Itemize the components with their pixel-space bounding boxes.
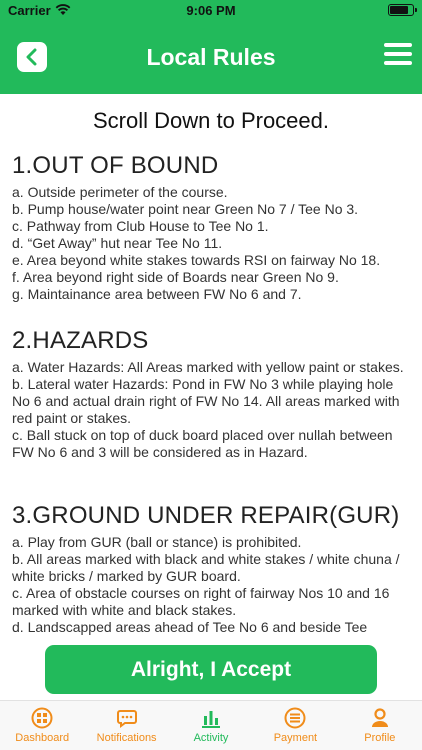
- activity-icon: [200, 707, 222, 729]
- tab-profile[interactable]: [338, 701, 422, 750]
- hamburger-icon-bar: [384, 61, 412, 65]
- rule-item: b. Pump house/water point near Green No 7 / Tee No 3.: [12, 201, 359, 217]
- section-heading: 3.GROUND UNDER REPAIR(GUR): [12, 502, 400, 529]
- clock: 9:06 PM: [186, 3, 236, 18]
- section-heading: 1.OUT OF BOUND: [12, 152, 219, 179]
- hamburger-icon-bar: [384, 43, 412, 47]
- notifications-icon: [116, 707, 138, 729]
- dashboard-icon: [31, 707, 53, 729]
- status-bar: [0, 0, 422, 22]
- battery-icon: [388, 4, 414, 16]
- rule-item: b. All areas marked with black and white stakes / white chuna / white bricks / marked by GUR board.: [12, 551, 400, 584]
- rule-item: f. Area beyond right side of Boards near Green No 9.: [12, 269, 339, 285]
- rule-item: c. Pathway from Club House to Tee No 1.: [12, 218, 269, 234]
- tab-label: Activity: [193, 732, 229, 744]
- accept-button[interactable]: Alright, I Accept: [45, 645, 377, 694]
- tab-label: Dashboard: [15, 732, 70, 744]
- rule-item: b. Lateral water Hazards: Pond in FW No 3 while playing hole No 6 and actual drain right of FW No 14. All areas marked with red paint or stakes.: [12, 376, 400, 426]
- tab-bar: [0, 700, 422, 750]
- rule-item: a. Water Hazards: All Areas marked with yellow paint or stakes.: [12, 359, 404, 375]
- tab-label: Payment: [273, 732, 318, 744]
- rule-item: e. Area beyond white stakes towards RSI on fairway No 18.: [12, 252, 381, 268]
- rule-item: c. Area of obstacle courses on right of fairway Nos 10 and 16 marked with white and black stakes.: [12, 585, 390, 618]
- rules-scroll-area[interactable]: [0, 94, 422, 698]
- hamburger-icon-bar: [384, 52, 412, 56]
- rule-item: a. Outside perimeter of the course.: [12, 184, 228, 200]
- carrier-label: Carrier: [8, 3, 51, 18]
- profile-icon: [369, 707, 391, 729]
- section-out-of-bound: [12, 152, 412, 303]
- rule-item: g. Maintainance area between FW No 6 and 7.: [12, 286, 302, 302]
- tab-payment[interactable]: [253, 701, 337, 750]
- menu-button[interactable]: [384, 43, 412, 69]
- rule-item: d. “Get Away” hut near Tee No 11.: [12, 235, 223, 251]
- section-hazards: [12, 327, 412, 461]
- rule-item: d. Landscapped areas ahead of Tee No 6 and beside Tee: [12, 619, 368, 635]
- payment-icon: [284, 707, 306, 729]
- tab-notifications[interactable]: [84, 701, 168, 750]
- tab-activity[interactable]: [169, 701, 253, 750]
- tab-label: Profile: [364, 732, 396, 744]
- tab-dashboard[interactable]: [0, 701, 84, 750]
- rule-item: c. Ball stuck on top of duck board placed over nullah between FW No 6 and 3 will be considered as in Hazard.: [12, 427, 393, 460]
- scroll-instruction: Scroll Down to Proceed.: [93, 108, 329, 133]
- rule-item: a. Play from GUR (ball or stance) is prohibited.: [12, 534, 302, 550]
- nav-bar: [0, 22, 422, 94]
- tab-label: Notifications: [96, 732, 157, 744]
- page-title: Local Rules: [146, 44, 276, 70]
- section-heading: 2.HAZARDS: [12, 327, 149, 354]
- section-ground-under-repair: [12, 502, 412, 636]
